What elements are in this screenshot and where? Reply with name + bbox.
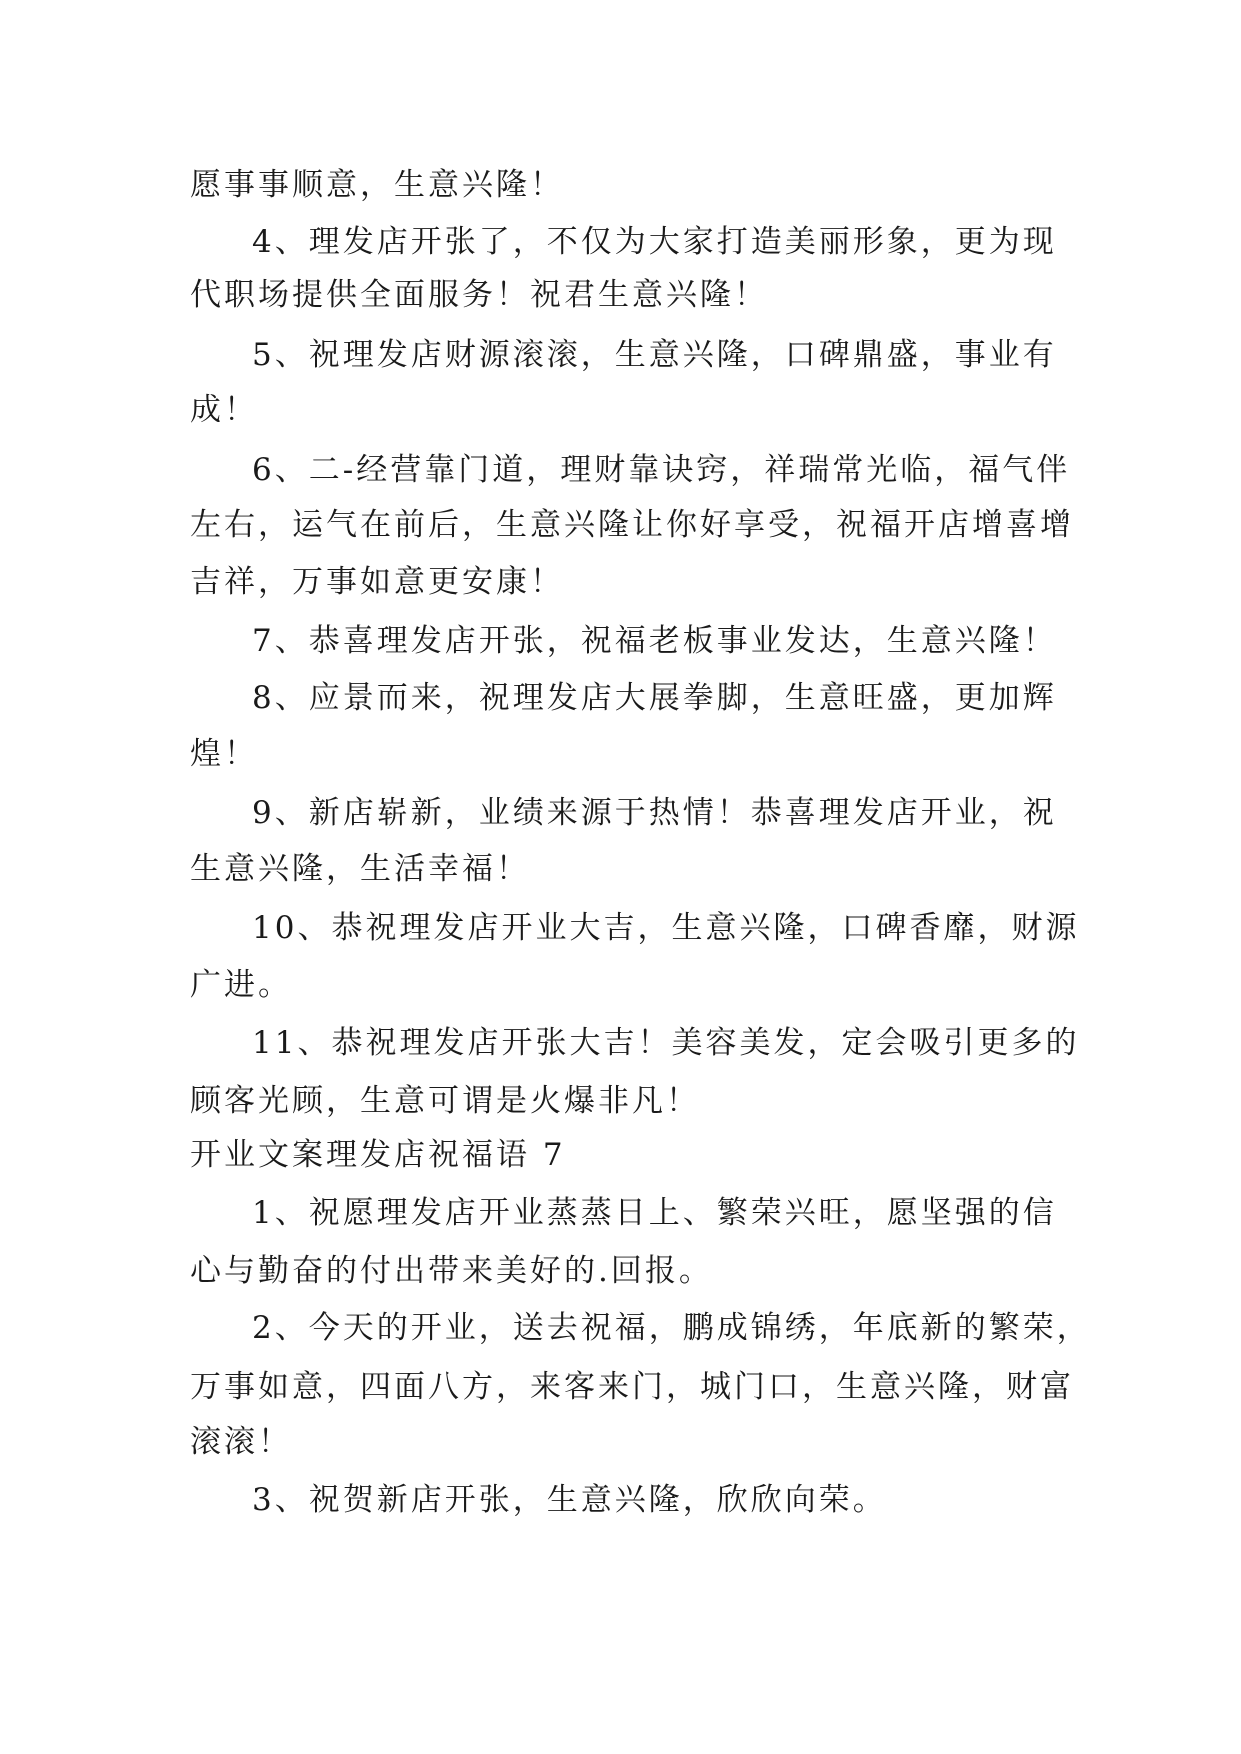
text-line: 4、理发店开张了，不仅为大家打造美丽形象，更为现 — [252, 224, 1057, 260]
text-line: 生意兴隆，生活幸福！ — [190, 851, 530, 887]
text-line: 左右，运气在前后，生意兴隆让你好享受，祝福开店增喜增 — [190, 507, 1074, 543]
text-line: 1、祝愿理发店开业蒸蒸日上、繁荣兴旺，愿坚强的信 — [252, 1195, 1057, 1231]
text-line: 万事如意，四面八方，来客来门，城门口，生意兴隆，财富 — [190, 1369, 1074, 1405]
text-line: 8、应景而来，祝理发店大展拳脚，生意旺盛，更加辉 — [252, 680, 1057, 716]
text-line: 滚滚！ — [190, 1424, 292, 1460]
text-line: 广进。 — [190, 967, 292, 1003]
text-line: 6、二-经营靠门道，理财靠诀窍，祥瑞常光临，福气伴 — [252, 452, 1071, 488]
text-line: 7、恭喜理发店开张，祝福老板事业发达，生意兴隆！ — [252, 623, 1057, 659]
text-line: 顾客光顾，生意可谓是火爆非凡！ — [190, 1083, 700, 1119]
text-line: 5、祝理发店财源滚滚，生意兴隆，口碑鼎盛，事业有 — [252, 337, 1057, 373]
text-line: 煌！ — [190, 736, 258, 772]
text-line: 10、恭祝理发店开业大吉，生意兴隆，口碑香靡，财源 — [252, 910, 1080, 946]
text-line: 成！ — [190, 392, 258, 428]
text-line: 吉祥，万事如意更安康！ — [190, 564, 564, 600]
text-line: 9、新店崭新，业绩来源于热情！恭喜理发店开业，祝 — [252, 795, 1057, 831]
text-line: 代职场提供全面服务！祝君生意兴隆！ — [190, 277, 768, 313]
section-heading: 开业文案理发店祝福语 7 — [190, 1137, 566, 1173]
text-line: 心与勤奋的付出带来美好的.回报。 — [190, 1253, 713, 1289]
text-line: 愿事事顺意，生意兴隆！ — [190, 167, 564, 203]
text-line: 11、恭祝理发店开张大吉！美容美发，定会吸引更多的 — [252, 1025, 1080, 1061]
text-line: 2、今天的开业，送去祝福，鹏成锦绣，年底新的繁荣， — [252, 1310, 1091, 1346]
text-line: 3、祝贺新店开张，生意兴隆，欣欣向荣。 — [252, 1482, 887, 1518]
